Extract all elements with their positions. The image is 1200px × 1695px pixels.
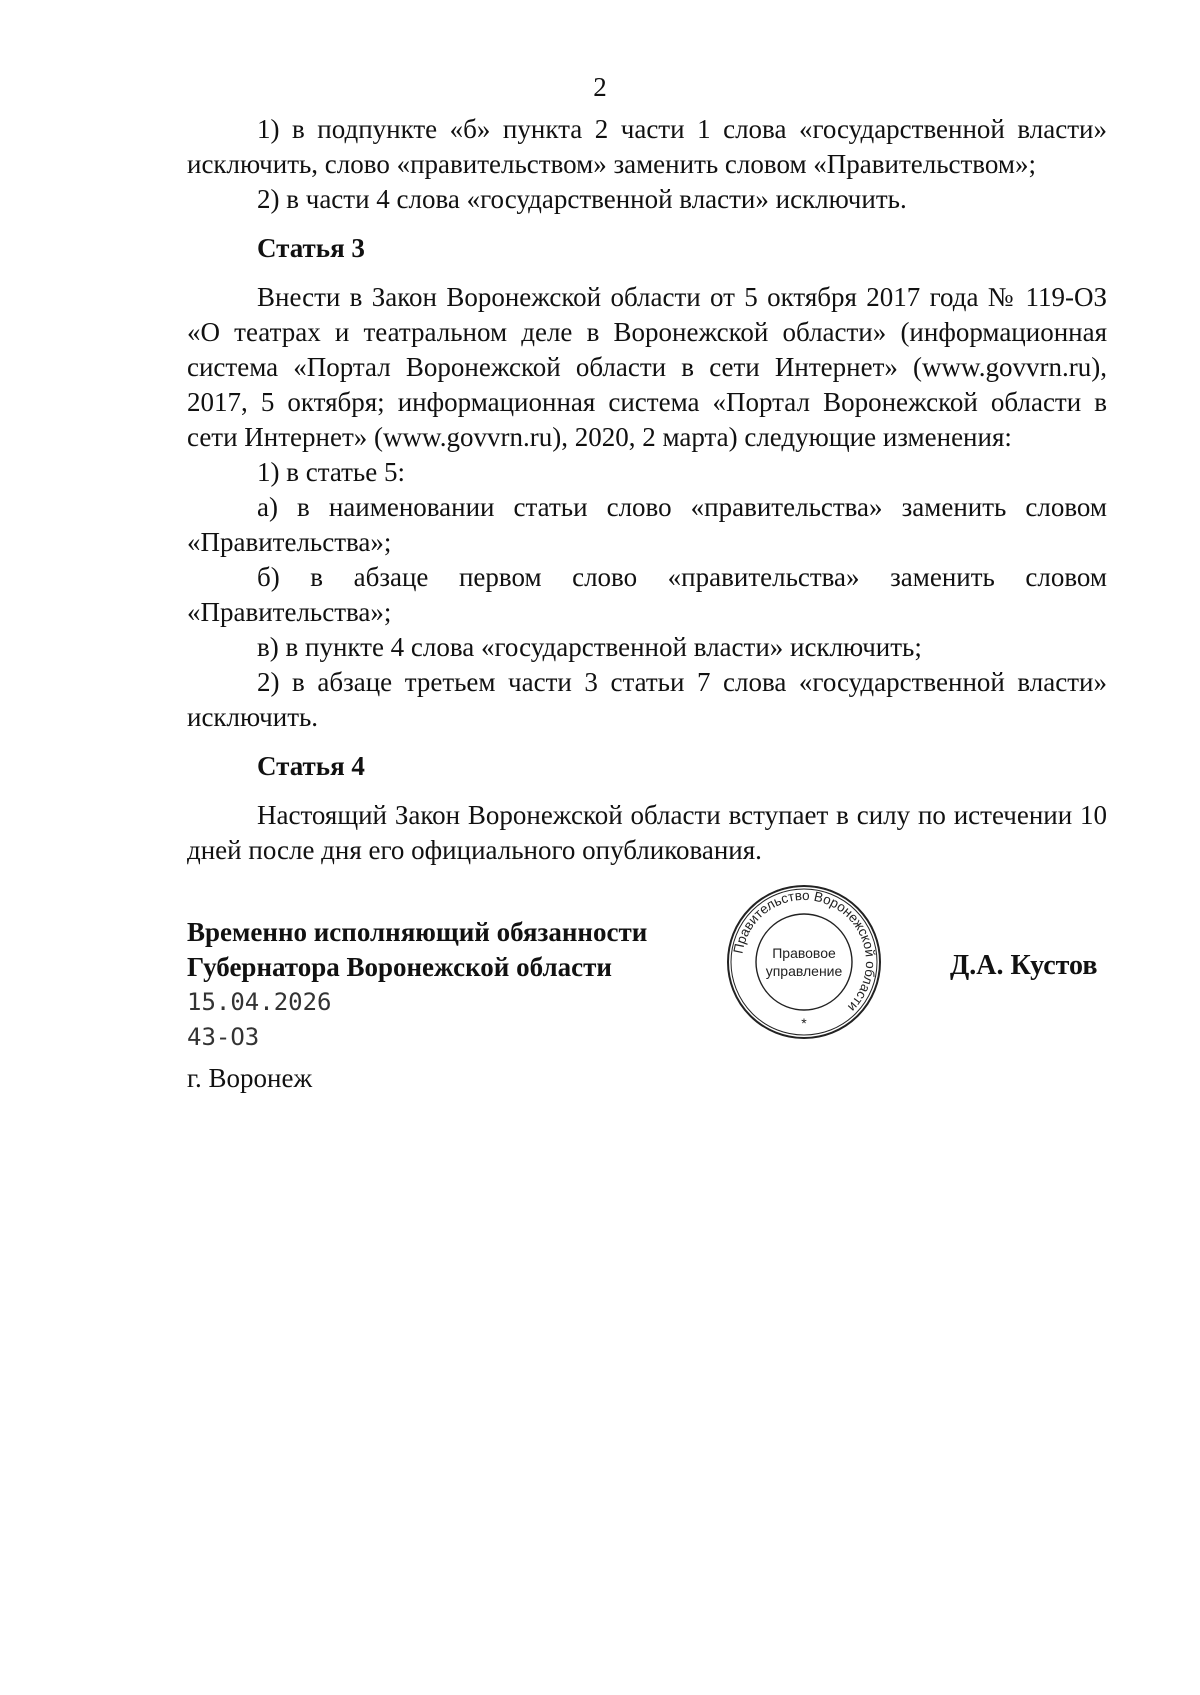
paragraph-amendment-1: 1) в подпункте «б» пункта 2 части 1 слова «государственной власти» исключить, слово «правительством» заменить словом «Правительством»;: [187, 114, 1107, 179]
article-3-intro: Внести в Закон Воронежской области от 5 октября 2017 года № 119-ОЗ «О театрах и театральном деле в Воронежской области» (информационная система «Портал Воронежской области в сети Интернет» (www.govvrn.ru), 2017, 5 октября; информационная система «Портал Воронежской области в сети Интернет» (www.govvrn.ru), 2020, 2 марта) следующие изменения:: [187, 282, 1107, 452]
signing-city: г. Воронеж: [187, 1063, 313, 1093]
signer-name: Д.А. Кустов: [950, 950, 1098, 981]
page-number: 2: [593, 72, 607, 102]
paragraph-amendment-2: 2) в части 4 слова «государственной власти» исключить.: [257, 184, 907, 214]
law-number: 43-ОЗ: [187, 1023, 260, 1051]
article-3-item: б) в абзаце первом слово «правительства» заменить словом «Правительства»;: [187, 562, 1107, 627]
article-3-heading: Статья 3: [257, 233, 365, 263]
stamp-center-line1: Правовое: [772, 945, 836, 961]
stamp-outer-text: Правительство Воронежской области: [730, 887, 879, 1015]
signature-block: [187, 915, 647, 1096]
article-3-item: 1) в статье 5:: [257, 457, 405, 487]
signatory-title-line1: Временно исполняющий обязанности: [187, 917, 648, 947]
signing-date: 15.04.2026: [187, 988, 332, 1016]
stamp-center-line2: управление: [765, 963, 843, 979]
article-3-item: 2) в абзаце третьем части 3 статьи 7 слова «государственной власти» исключить.: [187, 667, 1107, 732]
article-4-text: Настоящий Закон Воронежской области вступает в силу по истечении 10 дней после дня его официального опубликования.: [187, 800, 1107, 865]
stamp-star: *: [801, 1015, 807, 1031]
official-stamp-seal: [725, 882, 883, 1042]
article-3-item: в) в пункте 4 слова «государственной власти» исключить;: [257, 632, 922, 662]
article-3-item: а) в наименовании статьи слово «правительства» заменить словом «Правительства»;: [187, 492, 1107, 557]
article-4-heading: Статья 4: [257, 751, 365, 781]
signatory-title-line2: Губернатора Воронежской области: [187, 952, 612, 982]
document-body: [187, 112, 1107, 868]
